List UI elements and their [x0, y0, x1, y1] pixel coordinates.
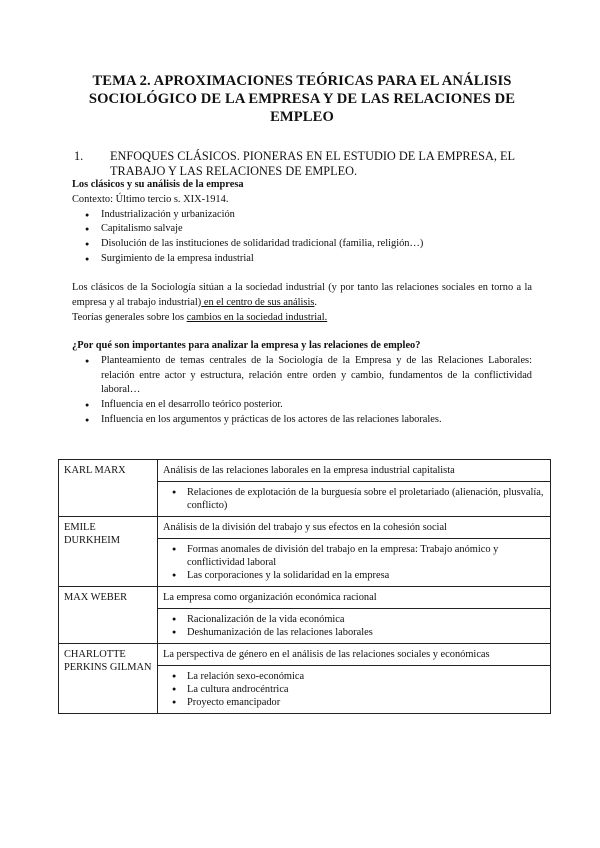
list-item: ● Proyecto emancipador	[163, 696, 545, 709]
context-bullet-list	[82, 208, 532, 267]
topic-cell: Análisis de las relaciones laborales en la empresa industrial capitalista	[158, 460, 551, 482]
topic-cell: La perspectiva de género en el análisis de las relaciones sociales y económicas	[158, 644, 551, 666]
authors-table	[58, 459, 551, 714]
items-list	[163, 670, 545, 709]
table-row	[59, 460, 551, 482]
title-line-3: EMPLEO	[270, 109, 334, 125]
items-list	[163, 613, 545, 639]
section-number: 1.	[74, 149, 84, 163]
list-item: ● Influencia en los argumentos y prácticas de los actores de las relaciones laborales.	[82, 413, 532, 428]
items-cell	[158, 482, 551, 517]
items-list	[163, 543, 545, 582]
list-item: ● Racionalización de la vida económica	[163, 613, 545, 626]
list-item: ● Influencia en el desarrollo teórico posterior.	[82, 398, 532, 413]
intro-paragraph	[72, 281, 532, 325]
paragraph-underline-1: en el centro de sus análisis	[201, 296, 315, 308]
list-item: ● Las corporaciones y la solidaridad en la empresa	[163, 569, 545, 582]
list-item: ● Formas anomales de división del trabajo en la empresa: Trabajo anómico y conflictividad laboral	[163, 543, 545, 569]
clasicos-block	[72, 178, 532, 267]
list-item: ● Deshumanización de las relaciones laborales	[163, 626, 545, 639]
list-item: ● La cultura androcéntrica	[163, 683, 545, 696]
list-item: ● Relaciones de explotación de la burguesía sobre el proletariado (alienación, plusvalía, conflicto)	[163, 486, 545, 512]
author-cell: EMILE DURKHEIM	[59, 517, 158, 587]
list-item: ● Planteamiento de temas centrales de la Sociología de la Empresa y de las Relaciones Laborales: relación entre actor y estructura, relación entre orden y cambio, fundamentos de la conflictividad laboral…	[82, 354, 532, 398]
list-item: ● Capitalismo salvaje	[82, 222, 532, 237]
table-row	[59, 644, 551, 666]
list-item: ● Surgimiento de la empresa industrial	[82, 252, 532, 267]
paragraph-period: .	[314, 296, 317, 308]
items-list	[163, 486, 545, 512]
author-cell: MAX WEBER	[59, 587, 158, 644]
clasicos-heading: Los clásicos y su análisis de la empresa	[72, 179, 244, 190]
author-cell: KARL MARX	[59, 460, 158, 517]
table-row	[59, 517, 551, 539]
topic-cell: Análisis de la división del trabajo y sus efectos en la cohesión social	[158, 517, 551, 539]
items-cell	[158, 539, 551, 587]
importance-block	[72, 339, 532, 428]
list-item: ● La relación sexo-económica	[163, 670, 545, 683]
items-cell	[158, 609, 551, 644]
importance-heading: ¿Por qué son importantes para analizar la empresa y las relaciones de empleo?	[72, 340, 421, 351]
list-item: ● Industrialización y urbanización	[82, 208, 532, 223]
section-title: ENFOQUES CLÁSICOS. PIONERAS EN EL ESTUDIO DE LA EMPRESA, EL TRABAJO Y LAS RELACIONES DE EMPLEO.	[110, 149, 515, 178]
context-line: Contexto: Último tercio s. XIX-1914.	[72, 193, 229, 205]
table-row	[59, 587, 551, 609]
page-title	[60, 72, 544, 126]
title-line-1: TEMA 2. APROXIMACIONES TEÓRICAS PARA EL ANÁLISIS	[92, 73, 512, 89]
paragraph-underline-2: cambios en la sociedad industrial.	[186, 311, 328, 323]
title-line-2: SOCIOLÓGICO DE LA EMPRESA Y DE LAS RELACIONES DE	[88, 91, 516, 107]
items-cell	[158, 666, 551, 714]
importance-bullet-list	[82, 354, 532, 428]
paragraph-text: Los clásicos de la Sociología sitúan a la sociedad industrial (y por tanto las relaciones sociales en torno a la empresa y al trabajo industrial)	[72, 282, 532, 308]
author-cell: CHARLOTTE PERKINS GILMAN	[59, 644, 158, 714]
list-item: ● Disolución de las instituciones de solidaridad tradicional (familia, religión…)	[82, 237, 532, 252]
paragraph-line-1	[72, 281, 532, 311]
paragraph-prefix: Teorías generales sobre los	[72, 311, 187, 323]
topic-cell: La empresa como organización económica racional	[158, 587, 551, 609]
paragraph-line-2	[72, 311, 532, 326]
